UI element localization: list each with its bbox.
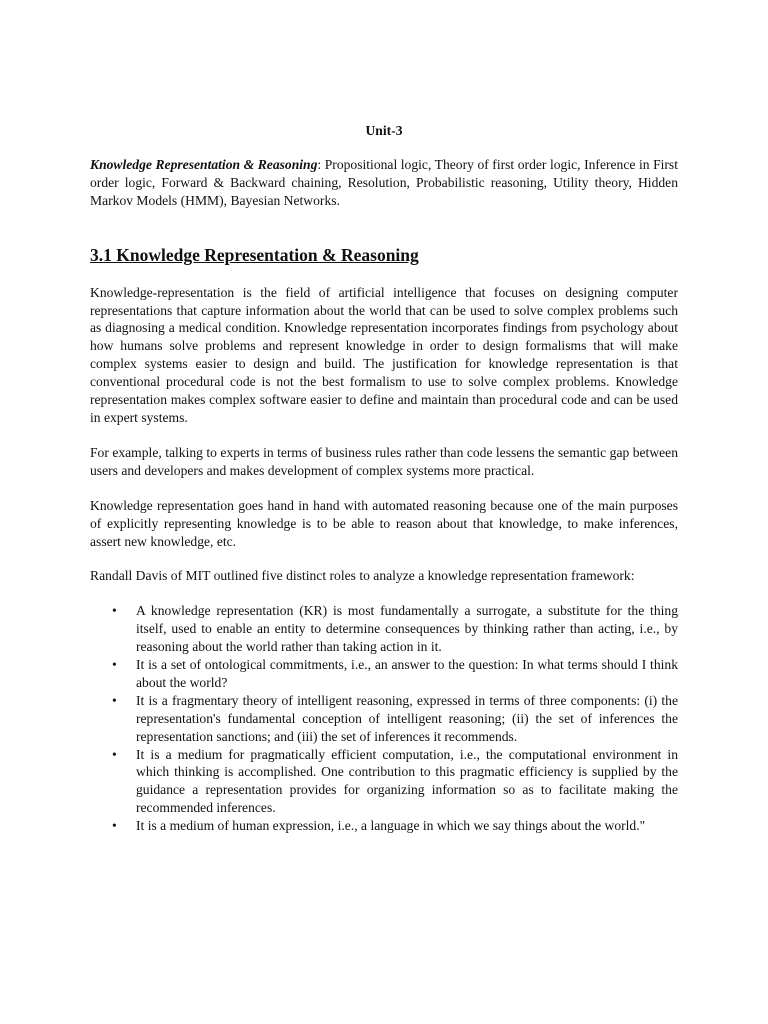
body-paragraph-1: Knowledge-representation is the field of artificial intelligence that focuses on designing computer representations that capture information about the world that can be used to solve complex problems such as diagnosing a medical condition. Knowledge representation incorporates findings from psychology about how humans solve problems and represent knowledge in order to design formalisms that will make complex systems easier to design and build. The justification for knowledge representation is that conventional procedural code is not the best formalism to use to solve complex problems. Knowledge representation makes complex software easier to define and maintain than procedural code and can be used in expert systems. <box>90 284 678 425</box>
list-item-text: A knowledge representation (KR) is most fundamentally a surrogate, a substitute for the thing itself, used to enable an entity to determine consequences by thinking rather than acting, i.e., by reasoning about the world rather than taking action in it. <box>136 603 678 655</box>
list-item <box>90 692 678 746</box>
list-item <box>90 817 678 835</box>
intro-paragraph <box>90 156 678 210</box>
list-item <box>90 746 678 818</box>
body-paragraph-4: Randall Davis of MIT outlined five distinct roles to analyze a knowledge representation framework: <box>90 568 635 584</box>
bullet-icon: • <box>112 657 117 673</box>
bullet-icon: • <box>112 692 117 708</box>
unit-title: Unit-3 <box>365 123 403 138</box>
document-page <box>90 122 678 835</box>
intro-topic-list: : Propositional logic, Theory of first order logic, Inference in First order logic, Forward & Backward chaining, Resolution, Probabilistic reasoning, Utility theory, Hidden Markov Models (HMM), Bayesian Networks. <box>90 156 678 208</box>
bullet-icon: • <box>112 746 117 762</box>
list-item-text: It is a medium for pragmatically efficient computation, i.e., the computational environment in which thinking is accomplished. One contribution to this pragmatic efficiency is supplied by the guidance a representation provides for organizing information so as to facilitate making the recommended inferences. <box>136 746 678 816</box>
list-item-text: It is a fragmentary theory of intelligent reasoning, expressed in terms of three components: (i) the representation's fundamental conception of intelligent reasoning; (ii) the set of inferences the representation sanctions; and (iii) the set of inferences it recommends. <box>136 692 678 744</box>
roles-list <box>90 602 678 835</box>
body-paragraph-3: Knowledge representation goes hand in hand with automated reasoning because one of the main purposes of explicitly representing knowledge is to be able to reason about that knowledge, to make inferences, assert new knowledge, etc. <box>90 497 678 549</box>
list-item-text: It is a set of ontological commitments, i.e., an answer to the question: In what terms should I think about the world? <box>136 657 678 690</box>
body-paragraph-2: For example, talking to experts in terms of business rules rather than code lessens the semantic gap between users and developers and makes development of complex systems more practical. <box>90 444 678 478</box>
list-item <box>90 656 678 692</box>
section-heading: 3.1 Knowledge Representation & Reasoning <box>90 244 419 265</box>
bullet-icon: • <box>112 603 117 619</box>
list-item-text: It is a medium of human expression, i.e., a language in which we say things about the world." <box>136 818 646 834</box>
list-item <box>90 602 678 656</box>
intro-topic: Knowledge Representation & Reasoning <box>90 156 318 172</box>
bullet-icon: • <box>112 818 117 834</box>
